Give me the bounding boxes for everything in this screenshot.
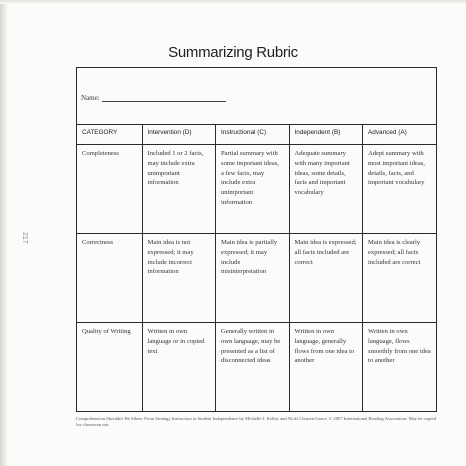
side-page-number: 217 [21, 232, 28, 244]
binding-shadow [0, 0, 8, 466]
name-field[interactable] [102, 101, 226, 102]
page-title: Summarizing Rubric [168, 44, 298, 61]
rubric-cell: Main idea is not expressed; it may include incorrect information [142, 234, 216, 323]
category-cell: Quality of Writing [77, 323, 142, 412]
top-shadow [0, 0, 466, 4]
header-intervention: Intervention (D) [142, 125, 216, 145]
header-independent: Independent (B) [289, 125, 363, 145]
rubric-box [76, 67, 437, 412]
rubric-cell: Written in own language, flows smoothly from one idea to another [363, 323, 437, 412]
rubric-cell: Adept summary with most important ideas, details, facts, and important vocabulary [363, 145, 437, 234]
header-category: CATEGORY [77, 125, 142, 145]
rubric-cell: Main idea is partially expressed; it may include misinterpretation [216, 234, 290, 323]
table-row [77, 323, 436, 412]
header-row [77, 125, 436, 145]
category-cell: Completeness [77, 145, 142, 234]
table-row [77, 145, 436, 234]
name-label: Name: [81, 94, 100, 102]
header-advanced: Advanced (A) [363, 125, 437, 145]
rubric-cell: Written in own language or in copied text [142, 323, 216, 412]
rubric-cell: Main idea is clearly expressed; all facts included are correct [363, 234, 437, 323]
name-row [77, 68, 436, 125]
rubric-cell: Written in own language, generally flows from one idea to another [289, 323, 363, 412]
footer-citation: Comprehension Shouldn't Be Silent: From Strategy Instruction to Student Independence by Michelle J. Kelley and Nicki Clausen-Grace. © 2007 International Reading Association. May be copied for classroom use. [76, 416, 436, 427]
category-cell: Correctness [77, 234, 142, 323]
rubric-cell: Adequate summary with many important ideas, some details, facts and important vocabulary [289, 145, 363, 234]
rubric-cell: Main idea is expressed; all facts included are correct [289, 234, 363, 323]
table-row [77, 234, 436, 323]
header-instructional: Instructional (C) [216, 125, 290, 145]
rubric-cell: Partial summary with some important ideas, a few facts, may include extra unimportant information [216, 145, 290, 234]
rubric-cell: Generally written in own language, may be presented as a list of disconnected ideas [216, 323, 290, 412]
rubric-table [77, 125, 436, 411]
rubric-cell: Included 1 or 2 facts, may include extra unimportant information [142, 145, 216, 234]
